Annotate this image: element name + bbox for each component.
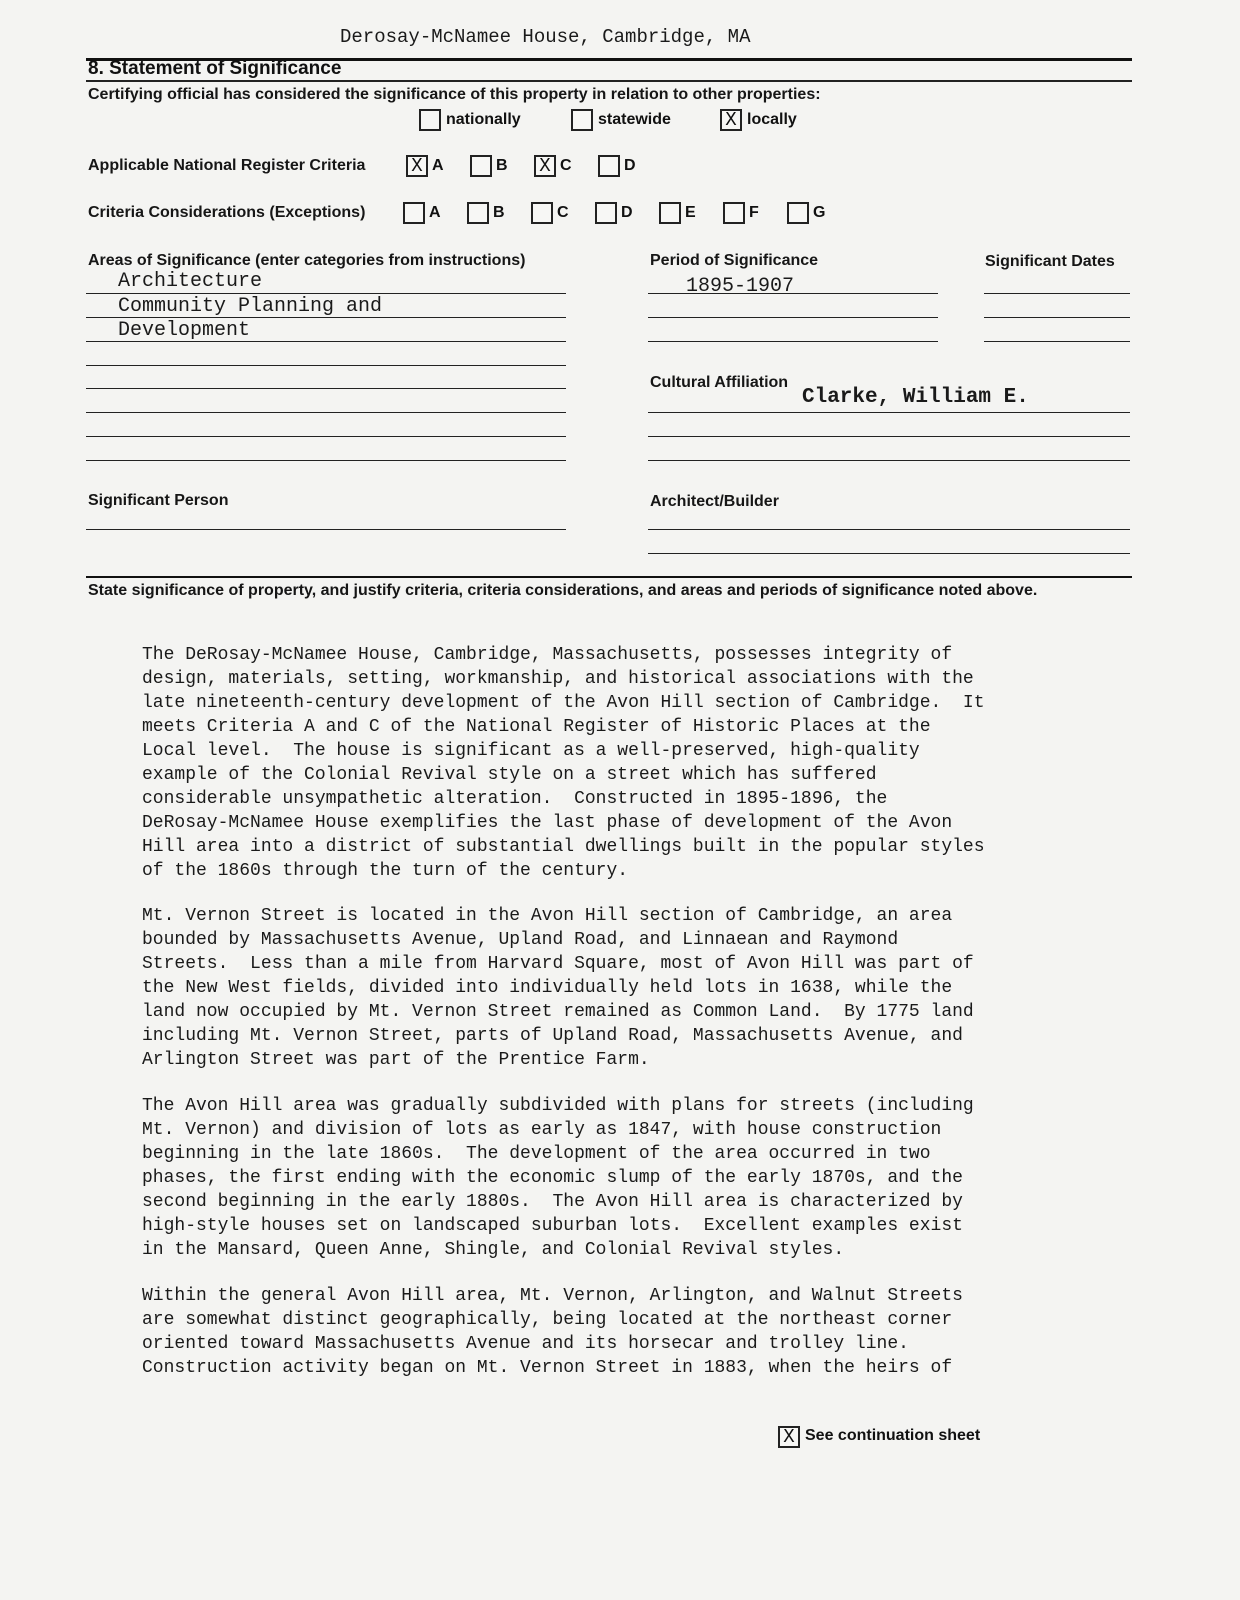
criteria-checkbox-b[interactable] [470, 155, 492, 177]
checkbox-locally-label: locally [747, 111, 797, 128]
document-header-title: Derosay-McNamee House, Cambridge, MA [340, 26, 751, 48]
considerations-label: Criteria Considerations (Exceptions) [88, 204, 366, 221]
considerations-checkbox-label: C [557, 204, 569, 221]
statement-paragraph-2: Mt. Vernon Street is located in the Avon Hill section of Cambridge, an area bounded by Massachusetts Avenue, Upland Road, and Linnaean and Raymond Streets. Less than a mile from Harvard Square, most of Avon Hill was part of the New West fields, divided into individually held lots in 1638, while the land now occupied by Mt. Vernon Street remained as Common Land. By 1775 land including Mt. Vernon Street, parts of Upland Road, Massachusetts Avenue, and Arlington Street was part of the Prentice Farm. [142, 906, 974, 1070]
considerations-checkbox-label: D [621, 204, 633, 221]
period-line [648, 293, 938, 294]
area-value-3: Development [118, 319, 251, 342]
period-value: 1895-1907 [686, 275, 795, 298]
criteria-checkbox-c[interactable]: X [534, 155, 556, 177]
checkbox-nationally[interactable] [419, 109, 441, 131]
statement-paragraph-3: The Avon Hill area was gradually subdivided with plans for streets (including Mt. Vernon) and division of lots as early as 1847, with house construction beginning in the late 1860s. The development of the area occurred in two phases, the first ending with the economic slump of the early 1870s, and the second beginning in the early 1880s. The Avon Hill area is characterized by high-style houses set on landscaped suburban lots. Excellent examples exist in the Mansard, Queen Anne, Shingle, and Colonial Revival styles. [142, 1096, 974, 1260]
criteria-checkbox-label: B [496, 157, 508, 174]
statement-rule [86, 576, 1132, 578]
dates-line [984, 317, 1130, 318]
considerations-checkbox-e[interactable] [659, 202, 681, 224]
statement-paragraph-4: Within the general Avon Hill area, Mt. Vernon, Arlington, and Walnut Streets are somewhat distinct geographically, being located at the northeast corner oriented toward Massachusetts Avenue and its horsecar and trolley line. Construction activity began on Mt. Vernon Street in 1883, when the heirs of [142, 1286, 963, 1378]
considerations-checkbox-c[interactable] [531, 202, 553, 224]
dates-line [984, 293, 1130, 294]
criteria-checkbox-label: A [432, 157, 444, 174]
architect-line [648, 553, 1130, 554]
areas-line [86, 365, 566, 366]
section-title: 8. Statement of Significance [88, 58, 342, 79]
areas-line [86, 460, 566, 461]
criteria-checkbox-label: D [624, 157, 636, 174]
areas-line [86, 388, 566, 389]
criteria-label: Applicable National Register Criteria [88, 157, 366, 174]
considerations-checkbox-b[interactable] [467, 202, 489, 224]
areas-line [86, 293, 566, 294]
cultural-line [648, 412, 1130, 413]
considerations-checkbox-label: A [429, 204, 441, 221]
considerations-checkbox-label: E [685, 204, 696, 221]
considerations-checkbox-label: B [493, 204, 505, 221]
certifying-text: Certifying official has considered the significance of this property in relation to other properties: [88, 86, 821, 103]
considerations-checkbox-a[interactable] [403, 202, 425, 224]
cultural-line [648, 460, 1130, 461]
period-label: Period of Significance [650, 252, 819, 269]
checkbox-statewide[interactable] [571, 109, 593, 131]
areas-label: Areas of Significance (enter categories from instructions) [88, 252, 526, 269]
areas-line [86, 341, 566, 342]
area-value-2: Community Planning and [118, 295, 383, 318]
areas-line [86, 317, 566, 318]
cultural-value: Clarke, William E. [802, 386, 1029, 409]
considerations-checkbox-label: F [749, 204, 759, 221]
dates-line [984, 341, 1130, 342]
areas-line [86, 436, 566, 437]
considerations-checkbox-f[interactable] [723, 202, 745, 224]
considerations-checkbox-d[interactable] [595, 202, 617, 224]
cultural-label: Cultural Affiliation [650, 374, 789, 391]
dates-label: Significant Dates [985, 253, 1115, 270]
checkbox-statewide-label: statewide [598, 111, 671, 128]
person-line [86, 529, 566, 530]
period-line [648, 341, 938, 342]
section-title-rule [86, 80, 1132, 82]
considerations-checkbox-label: G [813, 204, 826, 221]
continuation-label: See continuation sheet [805, 1427, 981, 1444]
cultural-line [648, 436, 1130, 437]
checkbox-nationally-label: nationally [446, 111, 521, 128]
statement-paragraph-1: The DeRosay-McNamee House, Cambridge, Massachusetts, possesses integrity of design, materials, setting, workmanship, and historical associations with the late nineteenth-century development of the Avon Hill section of Cambridge. It meets Criteria A and C of the National Register of Historic Places at the Local level. The house is significant as a well-preserved, high-quality example of the Colonial Revival style on a street which has suffered considerable unsympathetic alteration. Constructed in 1895-1896, the DeRosay-McNamee House exemplifies the last phase of development of the Avon Hill area into a district of substantial dwellings built in the popular styles of the 1860s through the turn of the century. [142, 645, 985, 881]
considerations-checkbox-g[interactable] [787, 202, 809, 224]
continuation-checkbox[interactable]: X [778, 1426, 800, 1448]
architect-label: Architect/Builder [650, 493, 779, 510]
person-label: Significant Person [88, 492, 229, 509]
statement-instruction: State significance of property, and justify criteria, criteria considerations, and areas and periods of significance noted above. [88, 582, 1038, 599]
criteria-checkbox-a[interactable]: X [406, 155, 428, 177]
checkbox-locally[interactable]: X [720, 109, 742, 131]
criteria-checkbox-d[interactable] [598, 155, 620, 177]
architect-line [648, 529, 1130, 530]
period-line [648, 317, 938, 318]
areas-line [86, 412, 566, 413]
criteria-checkbox-label: C [560, 157, 572, 174]
area-value-1: Architecture [118, 270, 263, 293]
